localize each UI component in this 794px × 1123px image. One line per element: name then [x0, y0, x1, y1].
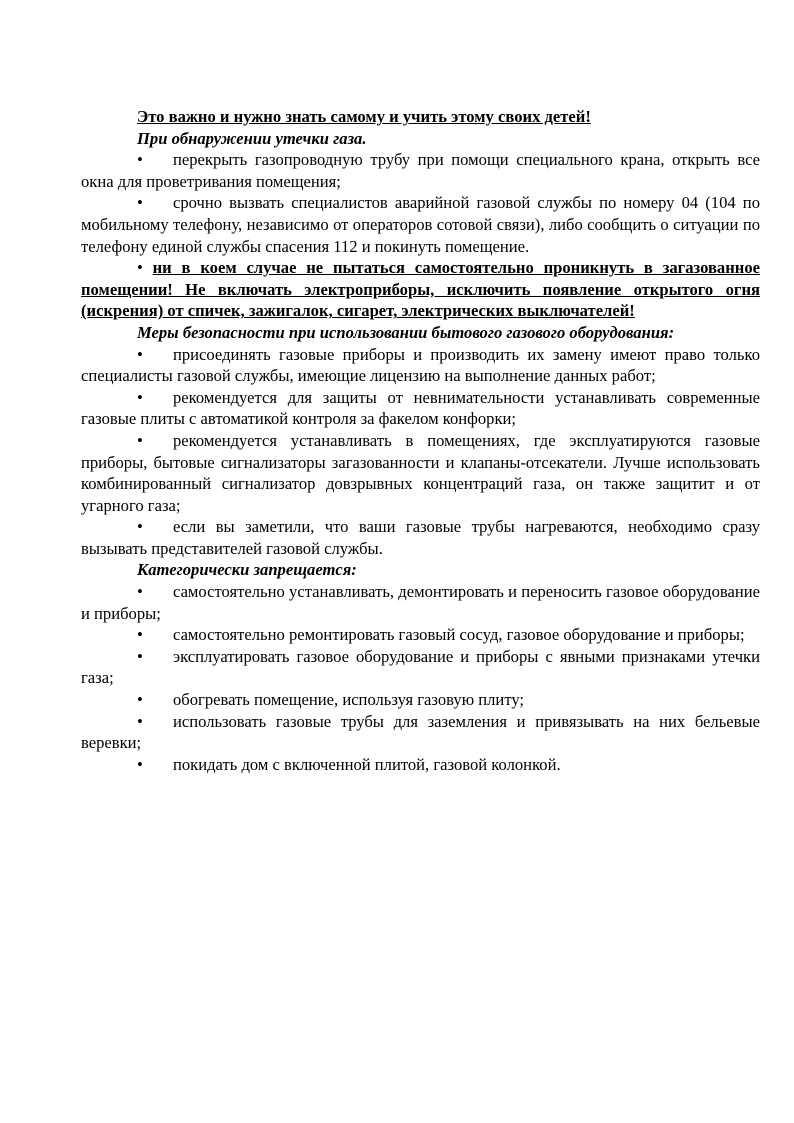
document-heading: Это важно и нужно знать самому и учить этому своих детей!	[137, 107, 591, 126]
bullet-icon: •	[137, 754, 143, 774]
bullet-icon: •	[137, 344, 143, 364]
warning-text: ни в коем случае не пытаться самостоятельно проникнуть в загазованное помещении! Не включать электроприборы, исключить появление открытого огня (искрения) от спичек, зажигалок, сигарет, электрических выключателей!	[81, 258, 760, 321]
list-item: • присоединять газовые приборы и производить их замену имеют право только специалисты газовой службы, имеющие лицензию на выполнение данных работ;	[81, 344, 760, 386]
bullet-icon: •	[137, 625, 143, 645]
section-title-gas-leak: При обнаружении утечки газа.	[137, 128, 367, 148]
bullet-icon: •	[137, 150, 143, 170]
list-item: • самостоятельно устанавливать, демонтировать и переносить газовое оборудование и приборы;	[81, 582, 760, 623]
bullet-icon: •	[137, 193, 143, 213]
list-item: • перекрыть газопроводную трубу при помощи специального крана, открыть все окна для проветривания помещения;	[81, 150, 760, 191]
bullet-icon: •	[137, 690, 143, 710]
bullet-icon: •	[137, 430, 143, 450]
section-title-prohibited: Категорически запрещается:	[137, 560, 357, 580]
list-item: • покидать дом с включенной плитой, газовой колонкой.	[137, 754, 561, 774]
list-item: • если вы заметили, что ваши газовые трубы нагреваются, необходимо сразу вызывать представителей газовой службы.	[81, 517, 760, 558]
document-page	[81, 106, 760, 775]
bullet-icon: •	[137, 711, 143, 731]
list-item: • эксплуатировать газовое оборудование и приборы с явными признаками утечки газа;	[81, 646, 760, 688]
list-item: • использовать газовые трубы для заземления и привязывать на них бельевые веревки;	[81, 711, 760, 753]
list-item: • самостоятельно ремонтировать газовый сосуд, газовое оборудование и приборы;	[137, 625, 745, 645]
bullet-icon: •	[137, 387, 143, 407]
list-item: • обогревать помещение, используя газовую плиту;	[137, 690, 525, 710]
warning-item	[81, 257, 760, 322]
bullet-icon: •	[137, 646, 143, 666]
list-item: • рекомендуется устанавливать в помещениях, где эксплуатируются газовые приборы, бытовые сигнализаторы загазованности и клапаны-отсекатели. Лучше использовать комбинированный сигнализатор довзрывных концентраций газа, он также защитит и от угарного газа;	[81, 430, 760, 515]
bullet-icon: •	[137, 517, 143, 537]
list-item: • рекомендуется для защиты от невнимательности устанавливать современные газовые плиты с автоматикой контроля за факелом конфорки;	[81, 387, 760, 429]
bullet-icon: •	[137, 582, 143, 602]
bullet-icon: •	[137, 258, 143, 278]
section-title-safety-measures: Меры безопасности при использовании бытового газового оборудования:	[137, 322, 675, 342]
list-item: • срочно вызвать специалистов аварийной газовой службы по номеру 04 (104 по мобильному телефону, независимо от операторов сотовой связи), либо сообщить о ситуации по телефону единой службы спасения 112 и покинуть помещение.	[81, 193, 760, 256]
